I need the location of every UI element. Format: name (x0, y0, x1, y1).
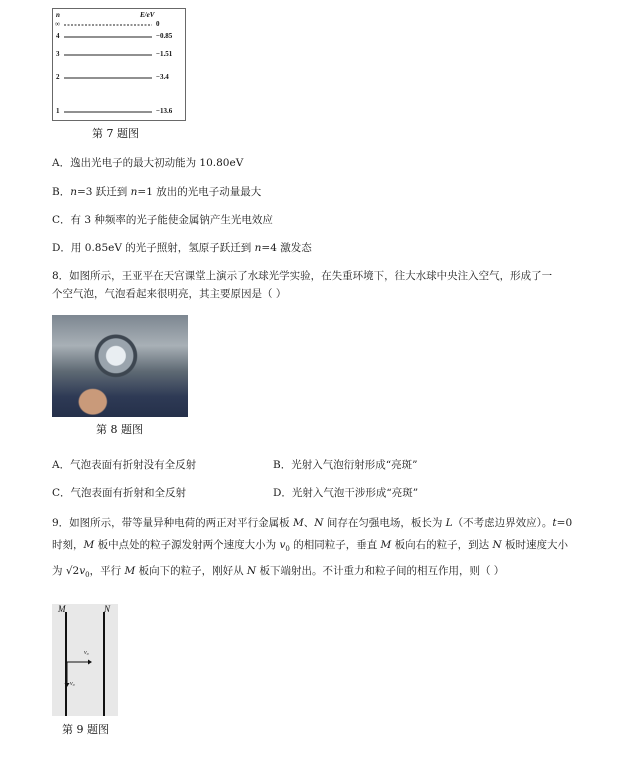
q8-option-d: D．光射入气泡干涉形成“亮斑” (273, 487, 419, 499)
level-n-2: 2 (56, 73, 60, 81)
level-n-4: 4 (56, 32, 60, 40)
q8-figure-caption: 第 8 题图 (96, 423, 143, 436)
energy-level-diagram (52, 8, 188, 122)
e-header: E/eV (140, 11, 155, 19)
level-e-1: −13.6 (156, 107, 173, 115)
q8-stem-line-2: 个空气泡，气泡看起来很明亮，其主要原因是（ ） (52, 288, 287, 300)
q9-figure-caption: 第 9 题图 (62, 723, 109, 736)
q8-option-c: C．气泡表面有折射和全反射 (52, 487, 187, 499)
q8-stem-line-1: 8．如图所示，王亚平在天宫课堂上演示了水球光学实验，在失重环境下，往大水球中央注入空气，形成了一 (52, 270, 553, 282)
plates-figure (52, 604, 118, 716)
q7-option-b: B．n=3 跃迁到 n=1 放出的光电子动量最大 (52, 186, 262, 198)
level-n-3: 3 (56, 50, 60, 58)
label-n: N (104, 604, 111, 614)
level-e-inf: 0 (156, 20, 160, 28)
energy-level-figure (52, 8, 188, 122)
q8-option-b: B．光射入气泡衍射形成“亮斑” (273, 459, 418, 471)
level-n-inf: ∞ (55, 20, 60, 28)
label-v0-down: v₀ (70, 681, 75, 687)
q7-option-a: A．逸出光电子的最大初动能为 10.80eV (52, 157, 244, 169)
q7-option-c: C．有 3 种频率的光子能使金属钠产生光电效应 (52, 214, 273, 226)
q9-stem-line-3: 为 $√2v_0$，平行 M 板向下的粒子，刚好从 N 板下端射出。不计重力和粒子间的相互作用，则（ ） (52, 565, 505, 580)
water-ball-photo (52, 315, 188, 417)
sqrt-two: √2 (65, 565, 80, 577)
level-e-3: −1.51 (156, 50, 173, 58)
q8-option-a: A．气泡表面有折射没有全反射 (52, 459, 197, 471)
q7-option-d: D．用 0.85eV 的光子照射，氢原子跃迁到 n=4 激发态 (52, 242, 312, 254)
level-n-1: 1 (56, 107, 60, 115)
level-e-4: −0.85 (156, 32, 173, 40)
label-v0-right: v₀ (84, 650, 89, 656)
q9-stem-line-2: 时刻，M 板中点处的粒子源发射两个速度大小为 $v_0$ 的相同粒子，垂直 M 板向右的粒子，到达 N 板时速度大小 (52, 539, 569, 554)
level-e-2: −3.4 (156, 73, 169, 81)
q7-figure-caption: 第 7 题图 (92, 127, 139, 140)
label-m: M (58, 604, 66, 614)
n-header: n (56, 11, 60, 19)
plates-diagram (52, 604, 118, 716)
q9-stem-line-1: 9．如图所示，带等量异种电荷的两正对平行金属板 M、N 间存在匀强电场，板长为 L（不考虑边界效应）。t=0 (52, 517, 573, 529)
